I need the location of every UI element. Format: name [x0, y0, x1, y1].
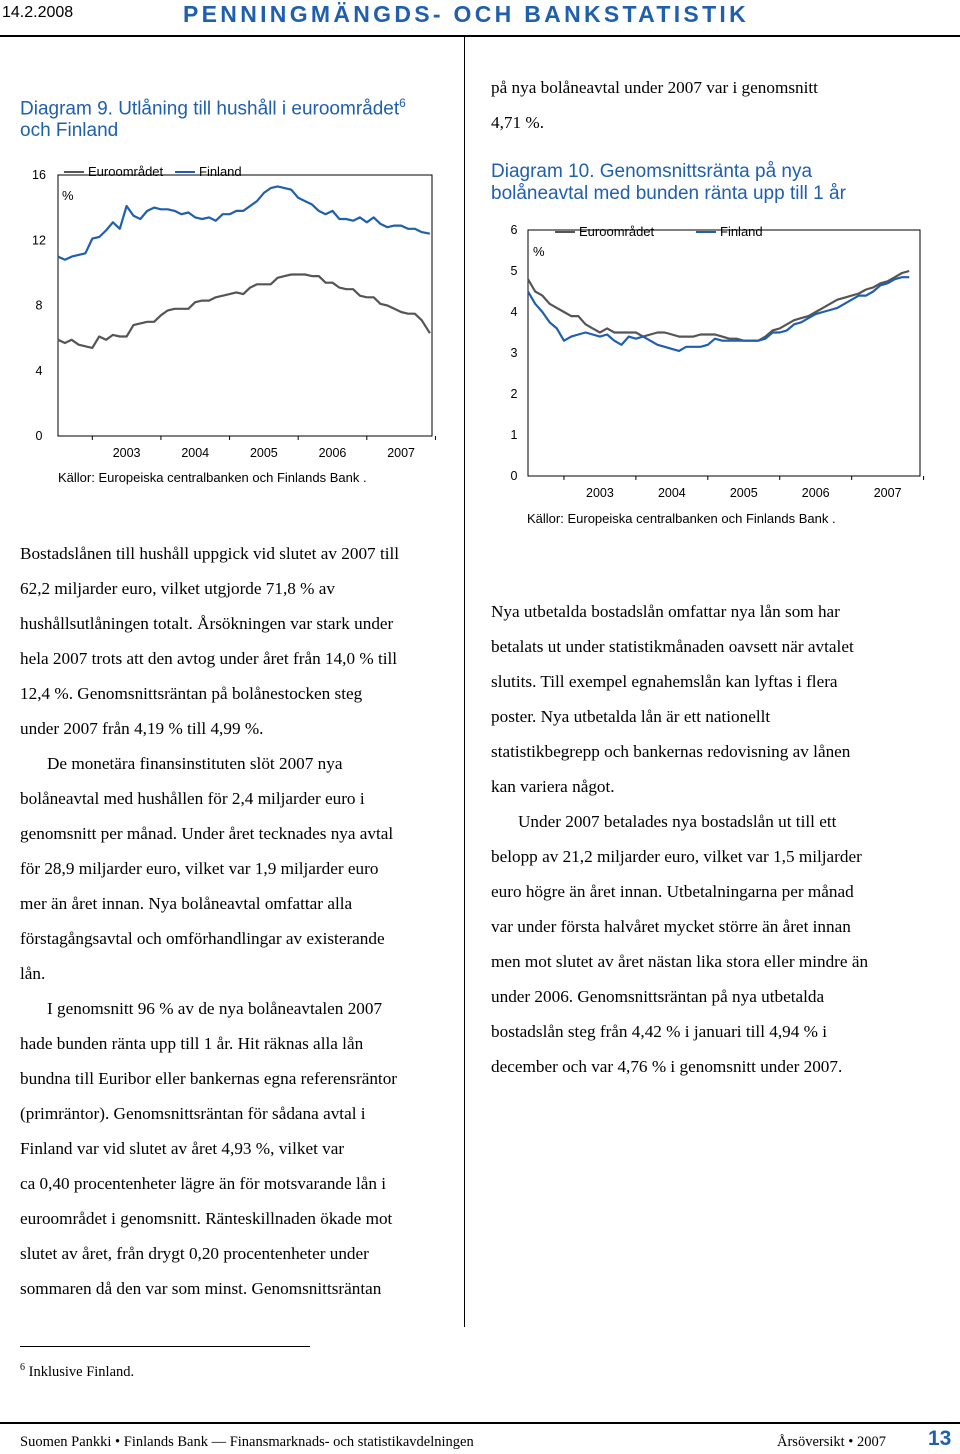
text-line: Finland var vid slutet av året 4,93 %, vilket var — [20, 1139, 345, 1158]
y-tick-label: 12 — [32, 233, 46, 248]
y-tick-label: 1 — [510, 428, 518, 442]
y-tick-label: 6 — [510, 223, 518, 237]
series-line-finland — [528, 277, 909, 351]
series-line-euroomrdet — [528, 271, 909, 341]
legend-label: Finland — [199, 164, 242, 179]
series-line-euroomrdet — [58, 275, 430, 348]
left-paragraph-3 — [20, 991, 470, 1306]
y-tick-label: 5 — [510, 264, 518, 278]
text-line: hela 2007 trots att den avtog under året från 14,0 % till — [20, 649, 398, 668]
x-tick-label: 2006 — [318, 446, 347, 460]
footnote — [20, 1362, 134, 1381]
text-line: Bostadslånen till hushåll uppgick vid slutet av 2007 till — [20, 544, 400, 563]
text-line: poster. Nya utbetalda lån är ett nationellt — [491, 707, 771, 726]
text-line: euroområdet i genomsnitt. Ränteskillnaden ökade mot — [20, 1209, 393, 1228]
left-paragraph-2 — [20, 746, 470, 991]
page-number: 13 — [928, 1427, 952, 1450]
text-line: slutits. Till exempel egnahemslån kan lyftas i flera — [491, 672, 838, 691]
x-tick-label: 2005 — [729, 486, 758, 500]
text-line: kan variera något. — [491, 777, 615, 796]
diagram10-title — [491, 161, 846, 205]
diagram9-title-sup: 6 — [399, 96, 406, 110]
diagram9-title — [20, 92, 406, 142]
chart-frame — [528, 230, 920, 476]
y-unit-label: % — [62, 188, 74, 203]
right-paragraph-1 — [491, 594, 941, 804]
text-line: slutet av året, från drygt 0,20 procentenheter under — [20, 1244, 369, 1263]
x-tick-label: 2005 — [249, 446, 278, 460]
header-title: PENNINGMÄNGDS- OCH BANKSTATISTIK — [183, 1, 750, 27]
text-line: bostadslån steg från 4,42 % i januari till 4,94 % i — [491, 1022, 828, 1041]
text-line: sommaren då den var som minst. Genomsnittsräntan — [20, 1279, 382, 1298]
text-line: belopp av 21,2 miljarder euro, vilket var 1,5 miljarder — [491, 847, 862, 866]
text-line: lån. — [20, 964, 46, 983]
text-line: 62,2 miljarder euro, vilket utgjorde 71,8 % av — [20, 579, 336, 598]
diagram9-title-line1: Diagram 9. Utlåning till hushåll i euroområdet — [20, 98, 400, 120]
top-right-text — [491, 70, 941, 140]
text-line: ca 0,40 procentenheter lägre än för motsvarande lån i — [20, 1174, 387, 1193]
x-tick-label: 2004 — [181, 446, 210, 460]
text-line: genomsnitt per månad. Under året tecknades nya avtal — [20, 824, 394, 843]
footer-right: Årsöversikt • 2007 — [777, 1434, 886, 1450]
text-line: för 28,9 miljarder euro, vilket var 1,9 miljarder euro — [20, 859, 379, 878]
text-line: euro högre än året innan. Utbetalningarna per månad — [491, 882, 854, 901]
text-line: betalats ut under statistikmånaden oavsett när avtalet — [491, 637, 854, 656]
x-tick-label: 2003 — [112, 446, 141, 460]
legend-label: Euroområdet — [579, 224, 655, 239]
x-tick-label: 2003 — [586, 486, 614, 500]
x-tick-label: 2007 — [387, 446, 416, 460]
diagram10-title-line2: bolåneavtal med bunden ränta upp till 1 år — [491, 183, 846, 204]
diagram10-source: Källor: Europeiska centralbanken och Finlands Bank . — [527, 511, 836, 526]
text-line: (primräntor). Genomsnittsräntan för sådana avtal i — [20, 1104, 366, 1123]
diagram10-chart — [490, 218, 930, 512]
left-paragraph-1 — [20, 536, 470, 746]
y-tick-label: 2 — [510, 387, 518, 401]
top-right-line: på nya bolåneavtal under 2007 var i genomsnitt — [491, 78, 818, 97]
text-line: Nya utbetalda bostadslån omfattar nya lån som har — [491, 602, 840, 621]
left-column-text — [20, 536, 470, 1306]
header-date: 14.2.2008 — [2, 4, 74, 21]
x-tick-label: 2004 — [657, 486, 686, 500]
y-tick-label: 0 — [35, 429, 43, 443]
text-line: december och var 4,76 % i genomsnitt under 2007. — [491, 1057, 843, 1076]
text-line: men mot slutet av året nästan lika stora eller mindre än — [491, 952, 869, 971]
y-unit-label: % — [533, 244, 545, 259]
right-paragraph-2 — [491, 804, 941, 1084]
text-line: under 2007 från 4,19 % till 4,99 %. — [20, 719, 264, 738]
footnote-number: 6 — [20, 1362, 25, 1373]
y-tick-label: 16 — [32, 168, 46, 182]
text-line: bolåneavtal med hushållen för 2,4 miljarder euro i — [20, 789, 365, 808]
diagram10-title-line1: Diagram 10. Genomsnittsränta på nya — [491, 161, 813, 182]
legend-label: Euroområdet — [88, 164, 164, 179]
y-tick-label: 0 — [510, 469, 518, 483]
y-tick-label: 8 — [35, 298, 43, 313]
footnote-rule — [20, 1346, 310, 1347]
right-column-text — [491, 594, 941, 1084]
diagram9-source: Källor: Europeiska centralbanken och Finlands Bank . — [58, 470, 367, 485]
text-line: mer än året innan. Nya bolåneavtal omfattar alla — [20, 894, 353, 913]
text-line: De monetära finansinstituten slöt 2007 nya — [47, 754, 343, 773]
header-rule — [0, 35, 960, 37]
text-line: hushållsutlåningen totalt. Årsökningen var stark under — [20, 614, 394, 633]
diagram9-title-line2: och Finland — [20, 120, 119, 142]
text-line: Under 2007 betalades nya bostadslån ut till ett — [518, 812, 837, 831]
x-tick-label: 2006 — [801, 486, 830, 500]
text-line: I genomsnitt 96 % av de nya bolåneavtalen 2007 — [47, 999, 383, 1018]
text-line: 12,4 %. Genomsnittsräntan på bolånestocken steg — [20, 684, 363, 703]
y-tick-label: 3 — [510, 346, 518, 360]
text-line: var under första halvåret mycket större än året innan — [491, 917, 851, 936]
text-line: bundna till Euribor eller bankernas egna referensräntor — [20, 1069, 398, 1088]
y-tick-label: 4 — [35, 363, 43, 378]
legend-label: Finland — [720, 224, 763, 239]
text-line: under 2006. Genomsnittsräntan på nya utbetalda — [491, 987, 825, 1006]
footer-left: Suomen Pankki • Finlands Bank — Finansmarknads- och statistikavdelningen — [20, 1434, 474, 1450]
chart-frame — [58, 175, 432, 436]
y-tick-label: 4 — [510, 305, 518, 319]
diagram9-chart — [20, 160, 440, 490]
top-right-line: 4,71 %. — [491, 113, 544, 132]
x-tick-label: 2007 — [873, 486, 902, 500]
footer-rule — [0, 1422, 960, 1424]
text-line: hade bunden ränta upp till 1 år. Hit räknas alla lån — [20, 1034, 364, 1053]
text-line: statistikbegrepp och bankernas redovisning av lånen — [491, 742, 851, 761]
text-line: förstagångsavtal och omförhandlingar av existerande — [20, 929, 385, 948]
series-line-finland — [58, 186, 430, 259]
footnote-text: Inklusive Finland. — [28, 1363, 135, 1380]
